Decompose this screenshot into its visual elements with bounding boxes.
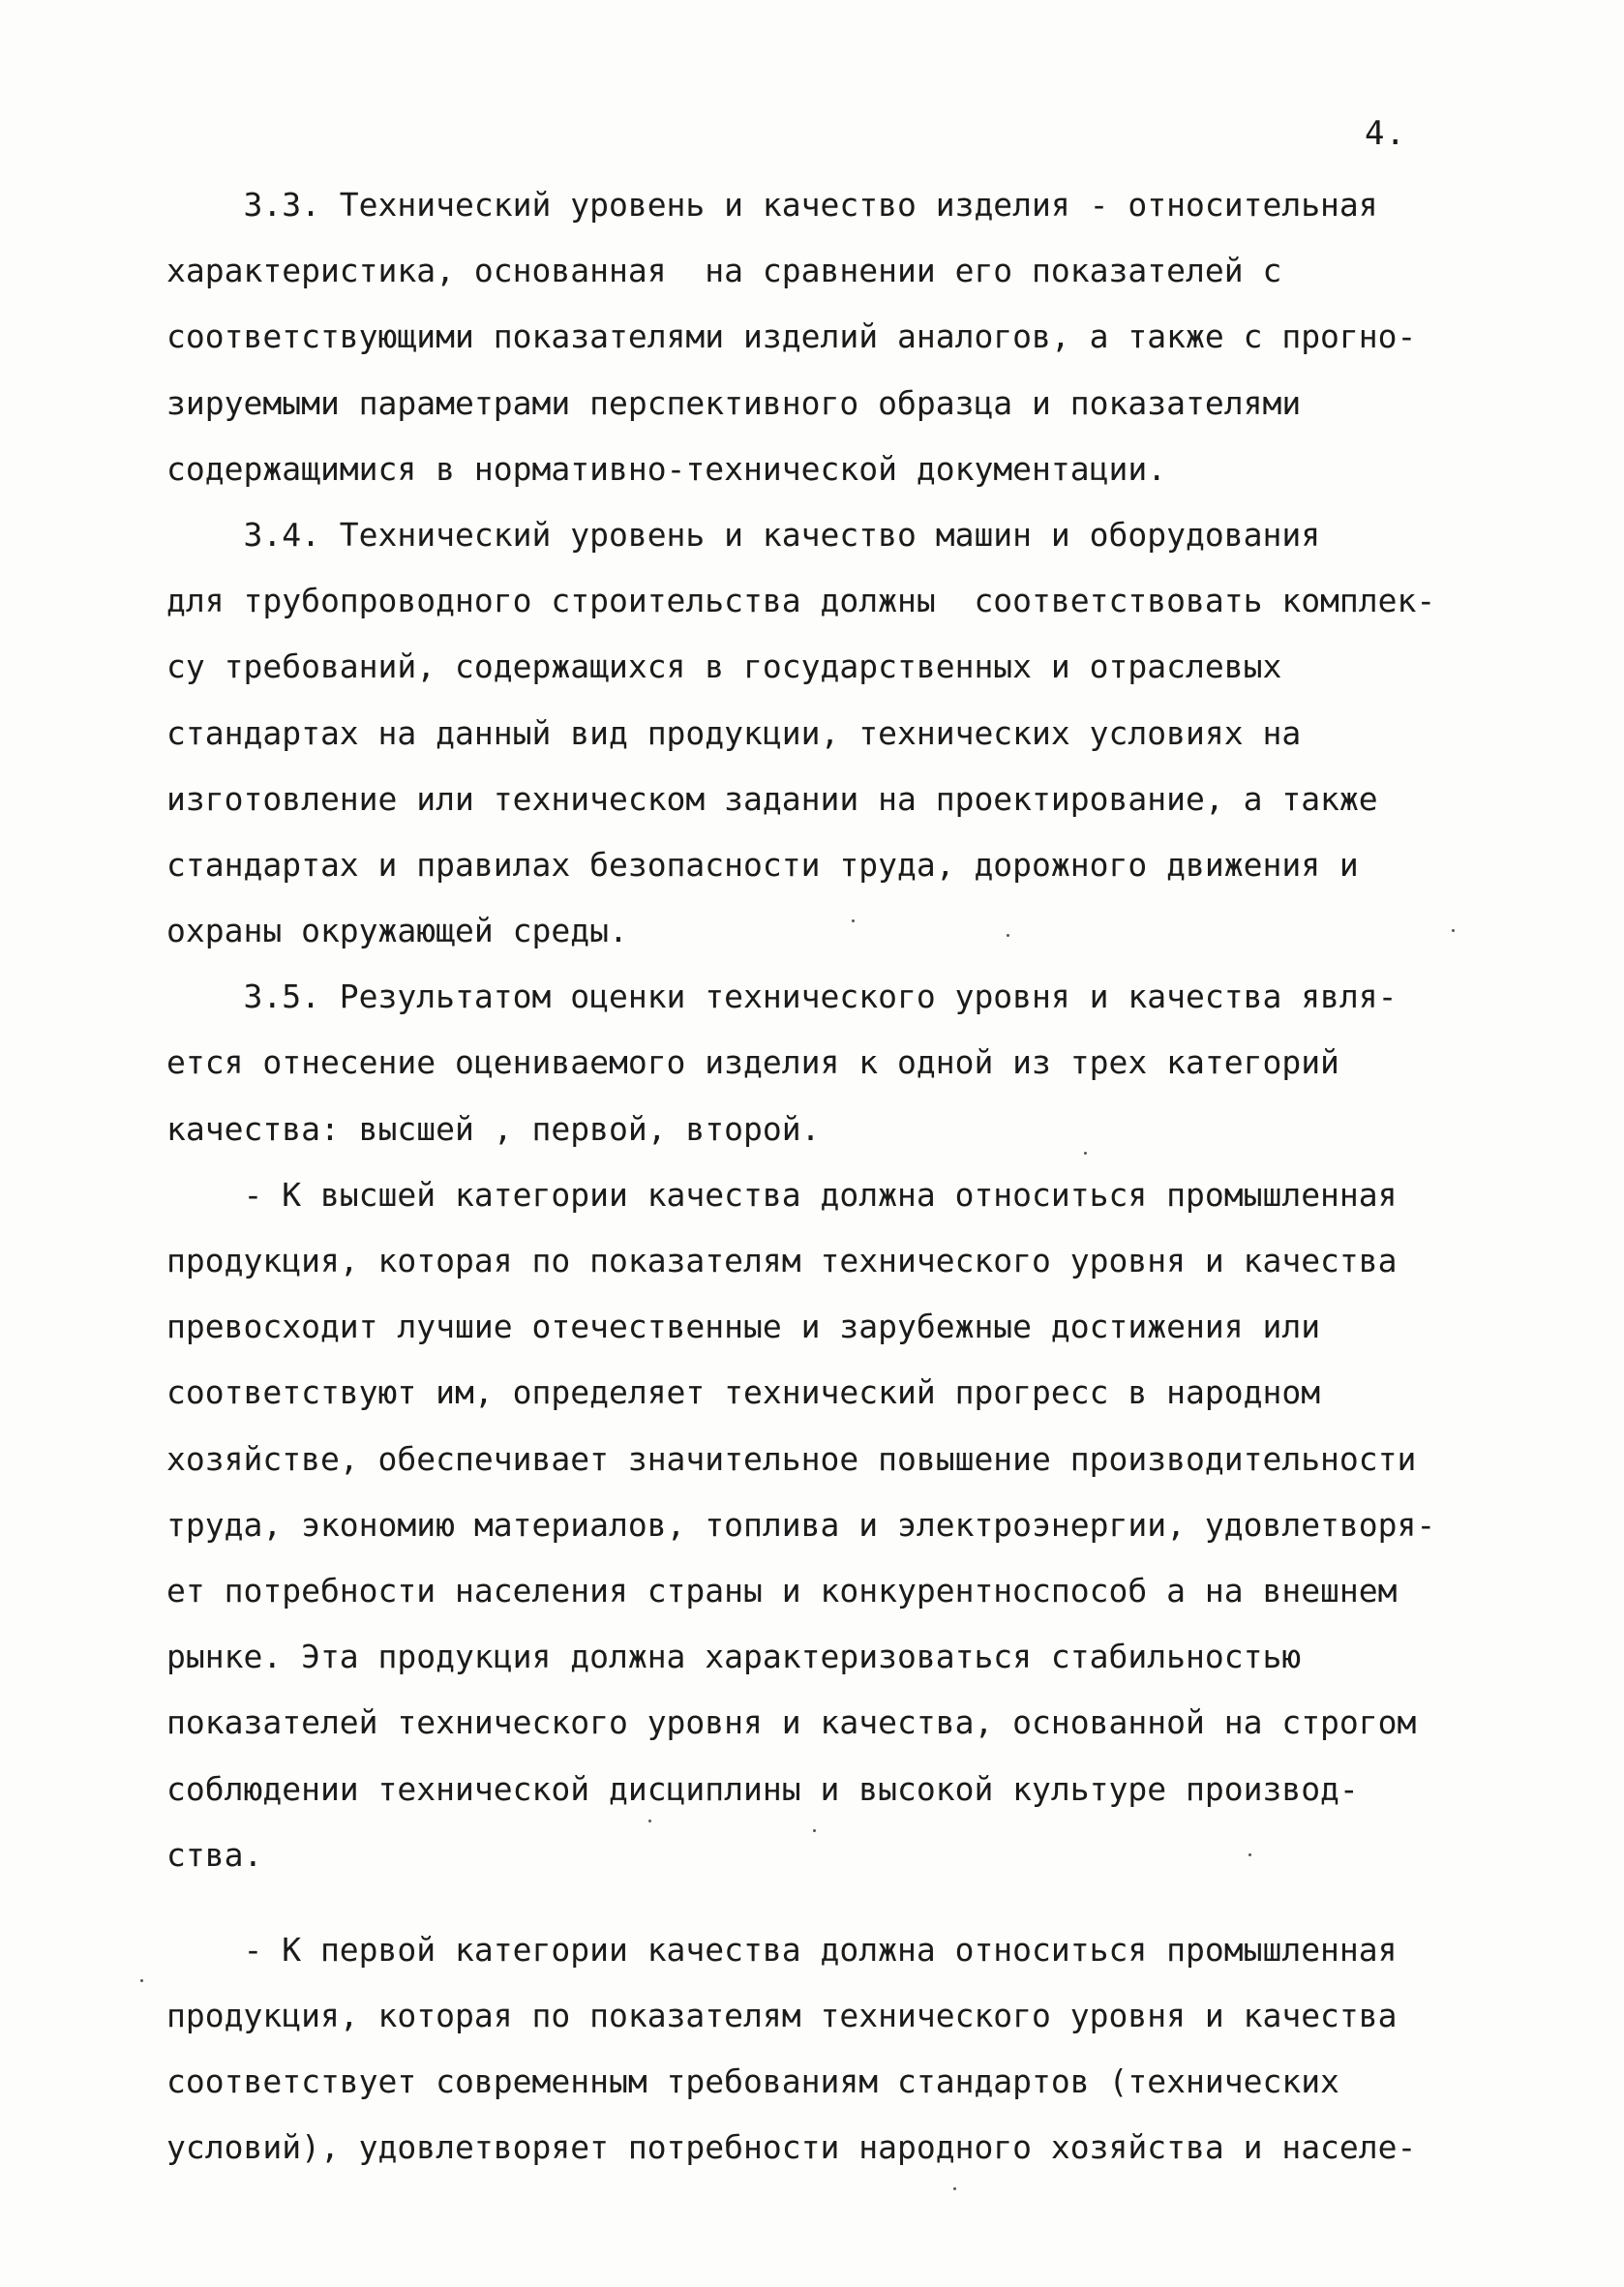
text-line: характеристика, основанная на сравнении его показателей с [166, 252, 1282, 290]
paragraph-gap [166, 1888, 1521, 1917]
text-line: соответствуют им, определяет технический прогресс в народном [166, 1373, 1321, 1412]
text-line: хозяйстве, обеспечивает значительное повышение производительности [166, 1439, 1417, 1478]
text-line: 3.3. Технический уровень и качество изделия - относительная [166, 186, 1378, 224]
document-body [166, 172, 1521, 2182]
text-line: соответствует современным требованиям стандартов (технических [166, 2062, 1339, 2101]
text-line: продукция, которая по показателям технического уровня и качества [166, 1997, 1398, 2035]
scan-speck [140, 1979, 143, 1982]
scan-speck [1084, 1152, 1087, 1155]
text-line: соответствующими показателями изделий аналогов, а также с прогно- [166, 317, 1417, 356]
text-line: превосходит лучшие отечественные и зарубежные достижения или [166, 1308, 1321, 1346]
text-line: ет потребности населения страны и конкурентноспособ а на внешнем [166, 1571, 1398, 1610]
text-line: труда, экономию материалов, топлива и электроэнергии, удовлетворя- [166, 1505, 1436, 1544]
scan-speck [648, 1820, 651, 1822]
paragraph-3-5 [166, 964, 1521, 1162]
scan-speck [953, 2187, 956, 2190]
text-line: охраны окружающей среды. [166, 912, 628, 950]
scan-speck [813, 1829, 816, 1832]
text-line: продукция, которая по показателям технического уровня и качества [166, 1242, 1398, 1279]
text-line: зируемыми параметрами перспективного образца и показателями [166, 383, 1302, 422]
text-line: стандартах на данный вид продукции, технических условиях на [166, 713, 1302, 752]
scan-speck [1248, 1853, 1251, 1856]
text-line: 3.5. Результатом оценки технического уровня и качества явля- [166, 978, 1398, 1016]
text-line: качества: высшей , первой, второй. [166, 1109, 821, 1148]
paragraph-3-3 [166, 172, 1521, 502]
page-number: 4. [1365, 114, 1406, 153]
text-line: 3.4. Технический уровень и качество машин и оборудования [166, 515, 1321, 554]
text-line: показателей технического уровня и качества, основанной на строгом [166, 1703, 1417, 1742]
paragraph-highest-category [166, 1162, 1521, 1888]
scan-speck [1007, 934, 1009, 937]
text-line: содержащимися в нормативно-технической документации. [166, 449, 1167, 488]
scan-speck [1452, 929, 1455, 932]
text-line: - К первой категории качества должна относиться промышленная [166, 1930, 1398, 1969]
paragraph-first-category [166, 1917, 1521, 2182]
text-line: ства. [166, 1835, 263, 1874]
text-line: - К высшей категории качества должна относиться промышленная [166, 1175, 1398, 1214]
text-line: изготовление или техническом задании на проектирование, а также [166, 779, 1378, 818]
text-line: соблюдении технической дисциплины и высокой культуре производ- [166, 1769, 1359, 1808]
text-line: ется отнесение оцениваемого изделия к одной из трех категорий [166, 1043, 1339, 1082]
text-line: рынке. Эта продукция должна характеризоваться стабильностью [166, 1638, 1302, 1676]
scan-speck [852, 919, 855, 922]
text-line: су требований, содержащихся в государственных и отраслевых [166, 647, 1282, 686]
paragraph-3-4 [166, 502, 1521, 964]
text-line: условий), удовлетворяет потребности народного хозяйства и населе- [166, 2128, 1417, 2167]
text-line: для трубопроводного строительства должны соответствовать комплек- [166, 582, 1436, 620]
text-line: стандартах и правилах безопасности труда, дорожного движения и [166, 845, 1359, 884]
